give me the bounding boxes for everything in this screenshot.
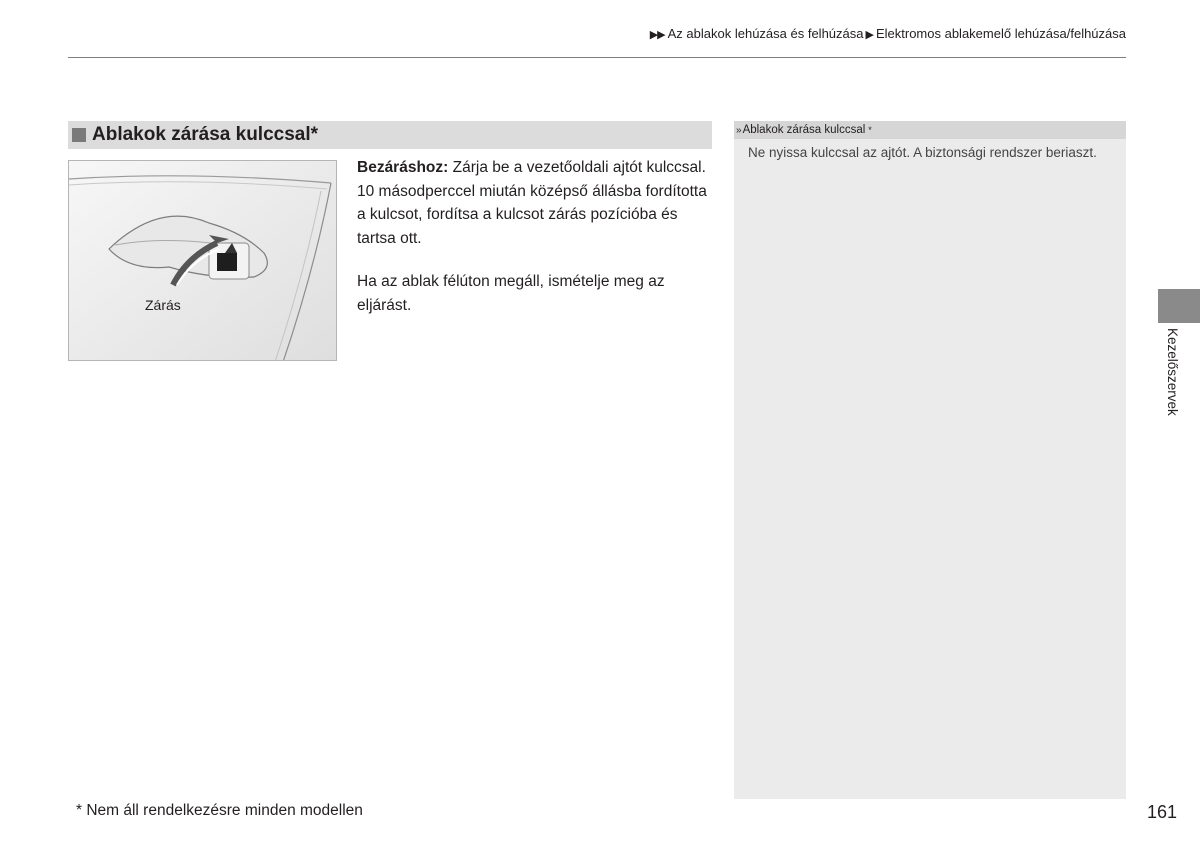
instructions xyxy=(357,156,717,337)
figure-caption: Zárás xyxy=(145,297,181,313)
page-number: 161 xyxy=(1147,802,1178,822)
door-key-illustration xyxy=(69,161,337,361)
instruction-lead: Bezáráshoz: xyxy=(357,159,449,176)
breadcrumb-separator-icon: ▶ xyxy=(865,29,874,41)
header-divider xyxy=(68,57,1126,58)
footnote: * Nem áll rendelkezésre minden modellen xyxy=(76,802,363,819)
side-note-title-marker: * xyxy=(868,125,872,135)
side-note-title xyxy=(734,121,1126,139)
section-heading xyxy=(68,121,712,149)
breadcrumb-item-power-windows: Elektromos ablakemelő lehúzása/felhúzása xyxy=(875,26,1126,41)
side-note-panel xyxy=(734,121,1126,799)
door-handle-illustration xyxy=(68,160,337,361)
chapter-label: Kezelőszervek xyxy=(1165,328,1180,416)
section-title: Ablakok zárása kulccsal* xyxy=(92,124,319,145)
breadcrumb xyxy=(650,26,1126,41)
instruction-paragraph-repeat: Ha az ablak félúton megáll, ismételje meg az eljárást. xyxy=(357,273,665,314)
chapter-tab xyxy=(1158,289,1200,323)
side-note-title-text: Ablakok zárása kulccsal xyxy=(742,124,866,136)
breadcrumb-item-windows: Az ablakok lehúzása és felhúzása xyxy=(667,26,864,41)
heading-square-icon xyxy=(72,128,86,142)
side-note-text: Ne nyissa kulccsal az ajtót. A biztonsági rendszer beriaszt. xyxy=(748,145,1097,160)
reference-arrow-icon: » xyxy=(736,124,742,136)
section-title-marker: * xyxy=(310,124,319,145)
instruction-paragraph xyxy=(357,156,717,250)
instruction-text: Zárja be a vezetőoldali ajtót kulccsal. 10 másodperccel miután középső állásba fordította a kulcsot, fordítsa a kulcsot zárás pozícióba és tartsa ott. xyxy=(357,159,707,247)
breadcrumb-arrows-icon: ▶▶ xyxy=(649,29,665,41)
